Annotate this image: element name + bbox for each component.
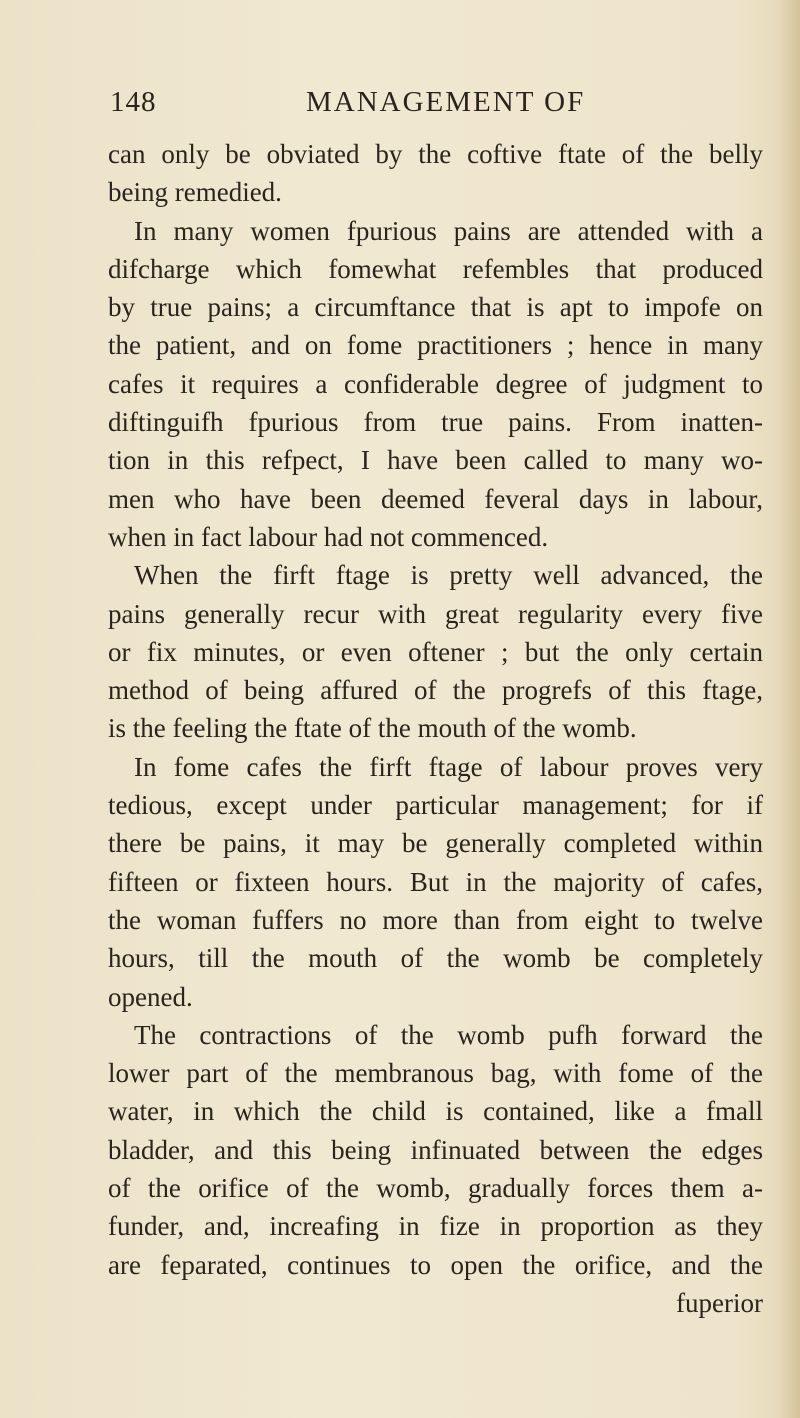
text-line: there be pains, it may be generally completed within [108,828,763,859]
body-text [108,135,763,1322]
text-line: difcharge which fomewhat refembles that produced [108,253,763,284]
text-line: fifteen or fixteen hours. But in the majority of cafes, [108,866,763,897]
text-line: tion in this refpect, I have been called to many wo- [108,445,763,476]
text-line: when in fact labour had not commenced. [108,521,549,552]
text-line: being remedied. [108,177,282,208]
text-line: bladder, and this being infinuated between the edges [108,1134,763,1165]
text-line: lower part of the membranous bag, with fome of the [108,1058,763,1089]
text-line: diftinguifh fpurious from true pains. From inatten- [108,407,763,438]
text-line: by true pains; a circumftance that is apt to impofe on [108,292,763,323]
text-line: men who have been deemed feveral days in labour, [108,483,763,514]
text-line: cafes it requires a confiderable degree of judgment to [108,368,763,399]
text-line: The contractions of the womb pufh forward the [134,1019,763,1050]
text-line: of the orifice of the womb, gradually forces them a- [108,1173,763,1204]
text-line: hours, till the mouth of the womb be completely [108,943,763,974]
catchword: fuperior [676,1287,763,1318]
text-line: is the feeling the ftate of the mouth of the womb. [108,713,637,744]
text-line: can only be obviated by the coftive ftate of the belly [108,139,763,169]
text-line: pains generally recur with great regularity every five [108,598,763,629]
text-line: opened. [108,981,193,1012]
running-head: MANAGEMENT OF [306,86,586,118]
text-line: In fome cafes the firft ftage of labour proves very [134,751,763,782]
text-line: water, in which the child is contained, like a fmall [108,1096,763,1127]
text-line: In many women fpurious pains are attended with a [134,215,763,246]
text-line: When the firft ftage is pretty well advanced, the [134,560,763,591]
text-line: are feparated, continues to open the orifice, and the [108,1249,763,1280]
text-line: the patient, and on fome practitioners ; hence in many [108,330,763,361]
text-line: or fix minutes, or even oftener ; but the only certain [108,636,763,667]
page-header [110,86,750,126]
text-line: method of being affured of the progrefs of this ftage, [108,675,763,706]
text-line: tedious, except under particular management; for if [108,790,763,821]
page-edge-shadow [778,0,800,1418]
page-number: 148 [110,86,157,118]
text-line: funder, and, increafing in fize in proportion as they [108,1211,763,1242]
text-line: the woman fuffers no more than from eight to twelve [108,904,763,935]
